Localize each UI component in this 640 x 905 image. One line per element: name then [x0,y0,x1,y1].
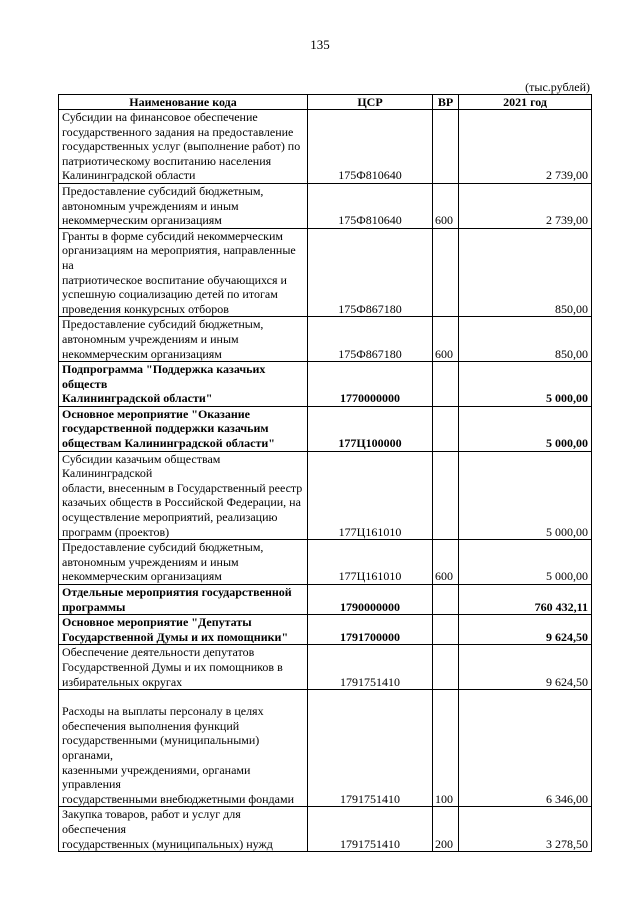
row-name-line: Государственной Думы и их помощники" [62,629,289,644]
row-name-line: Подпрограмма "Поддержка казачьих обществ [62,362,266,391]
row-vr [433,406,459,451]
row-vr: 600 [433,317,459,362]
header-vr: ВР [433,95,459,110]
row-name-line: Калининградской области" [62,391,213,406]
table-row [59,317,592,362]
row-name-line: некоммерческим организациям [62,213,222,228]
row-name-line: программы [62,599,126,614]
row-name-line: Предоставление субсидий бюджетным, [62,183,264,198]
row-amount: 850,00 [459,317,592,362]
row-name-line: Предоставление субсидий бюджетным, [62,317,264,332]
row-name-line: Основное мероприятие "Оказание [62,406,251,421]
row-amount: 6 346,00 [459,690,592,807]
row-vr [433,228,459,317]
row-name-line: казенными учреждениями, органами управления [62,762,251,792]
row-name-line: Отдельные мероприятия государственной [62,585,292,599]
row-name-line: патриотическому воспитанию населения [62,153,272,168]
row-name-line: автономным учреждениям и иным [62,198,239,213]
table-row [59,645,592,690]
row-vr [433,645,459,690]
row-amount: 9 624,50 [459,645,592,690]
row-name-line: обеспечения выполнения функций [62,718,240,733]
table-header-row [59,95,592,110]
row-csr: 1791751410 [308,645,433,690]
table-row [59,228,592,317]
row-csr: 175Ф867180 [308,317,433,362]
row-name-line: обществам Калининградской области" [62,436,275,451]
row-amount: 850,00 [459,228,592,317]
row-vr [433,615,459,645]
table-row [59,540,592,585]
table-row [59,110,592,184]
row-name-line: автономным учреждениям и иным [62,331,239,346]
row-csr: 175Ф810640 [308,110,433,184]
row-csr: 177Ц161010 [308,451,433,540]
row-name [59,540,308,585]
row-amount: 3 278,50 [459,807,592,852]
row-vr: 200 [433,807,459,852]
row-vr [433,585,459,615]
row-amount: 5 000,00 [459,362,592,407]
row-name [59,362,308,407]
table-row [59,406,592,451]
row-csr: 175Ф810640 [308,183,433,228]
row-name [59,183,308,228]
row-vr [433,110,459,184]
row-name-line: Основное мероприятие "Депутаты [62,615,252,630]
table-row [59,362,592,407]
row-csr: 175Ф867180 [308,228,433,317]
row-amount: 5 000,00 [459,540,592,585]
row-vr: 600 [433,183,459,228]
row-name [59,406,308,451]
row-name-line: области, внесенным в Государственный реестр [62,480,303,495]
row-name-line: программ (проектов) [62,524,170,539]
row-name-line: организациям на мероприятия, направленные на [62,243,296,272]
row-name [59,228,308,317]
row-name-line: успешную социализацию детей по итогам [62,287,278,302]
row-name [59,615,308,645]
row-name [59,690,308,807]
row-vr [433,451,459,540]
table-body [59,110,592,852]
table-row [59,690,592,807]
header-csr: ЦСР [308,95,433,110]
row-vr: 100 [433,690,459,807]
row-name-line: казачьих обществ в Российской Федерации, на [62,495,301,510]
row-name-line: патриотическое воспитание обучающихся и [62,272,287,287]
row-csr: 1791751410 [308,807,433,852]
row-csr: 177Ц161010 [308,540,433,585]
row-name-line: Предоставление субсидий бюджетным, [62,540,264,555]
row-name [59,807,308,852]
row-name-line: Субсидии на финансовое обеспечение [62,110,258,124]
row-name [59,645,308,690]
page-number: 135 [310,37,330,52]
header-name: Наименование кода [59,95,308,110]
row-name-line: государственных услуг (выполнение работ) по [62,139,301,154]
row-name-line: некоммерческим организациям [62,346,222,361]
row-name-line: государственных (муниципальных) нужд [62,836,273,851]
row-name-line: государственными (муниципальными) органами, [62,733,260,762]
row-name-line: государственными внебюджетными фондами [62,791,295,806]
row-name-line: автономным учреждениям и иным [62,554,239,569]
row-name-line: осуществление мероприятий, реализацию [62,510,278,525]
row-amount: 760 432,11 [459,585,592,615]
row-name-line: Расходы на выплаты персоналу в целях [62,704,264,719]
row-name-line: Обеспечение деятельности депутатов [62,645,255,660]
units-label: (тыс.рублей) [525,80,590,94]
row-name-line: Калининградской области [62,168,196,183]
row-name-line: Государственной Думы и их помощников в [62,659,283,674]
table-row [59,451,592,540]
row-csr: 1791700000 [308,615,433,645]
row-amount: 5 000,00 [459,406,592,451]
row-amount: 2 739,00 [459,110,592,184]
row-name-line: избирательных округах [62,674,183,689]
row-csr: 1791751410 [308,690,433,807]
budget-table [58,94,592,852]
row-name-line: некоммерческим организациям [62,569,222,584]
row-amount: 9 624,50 [459,615,592,645]
table-row [59,615,592,645]
table-row [59,183,592,228]
row-vr: 600 [433,540,459,585]
row-name-line: Субсидии казачьим обществам Калининградской [62,451,221,481]
table-row [59,807,592,852]
row-vr [433,362,459,407]
table-row [59,585,592,615]
row-amount: 5 000,00 [459,451,592,540]
row-name [59,451,308,540]
row-csr: 1790000000 [308,585,433,615]
row-name-line: государственной поддержки казачьим [62,421,269,436]
row-amount: 2 739,00 [459,183,592,228]
row-name-line: проведения конкурсных отборов [62,301,229,316]
row-name [59,110,308,184]
row-name-line: Закупка товаров, работ и услуг для обеспечения [62,807,241,836]
row-name-line: Гранты в форме субсидий некоммерческим [62,228,284,243]
header-year: 2021 год [459,95,592,110]
row-csr: 177Ц100000 [308,406,433,451]
row-name [59,585,308,615]
row-name-line: государственного задания на предоставление [62,124,294,139]
row-name [59,317,308,362]
row-csr: 1770000000 [308,362,433,407]
